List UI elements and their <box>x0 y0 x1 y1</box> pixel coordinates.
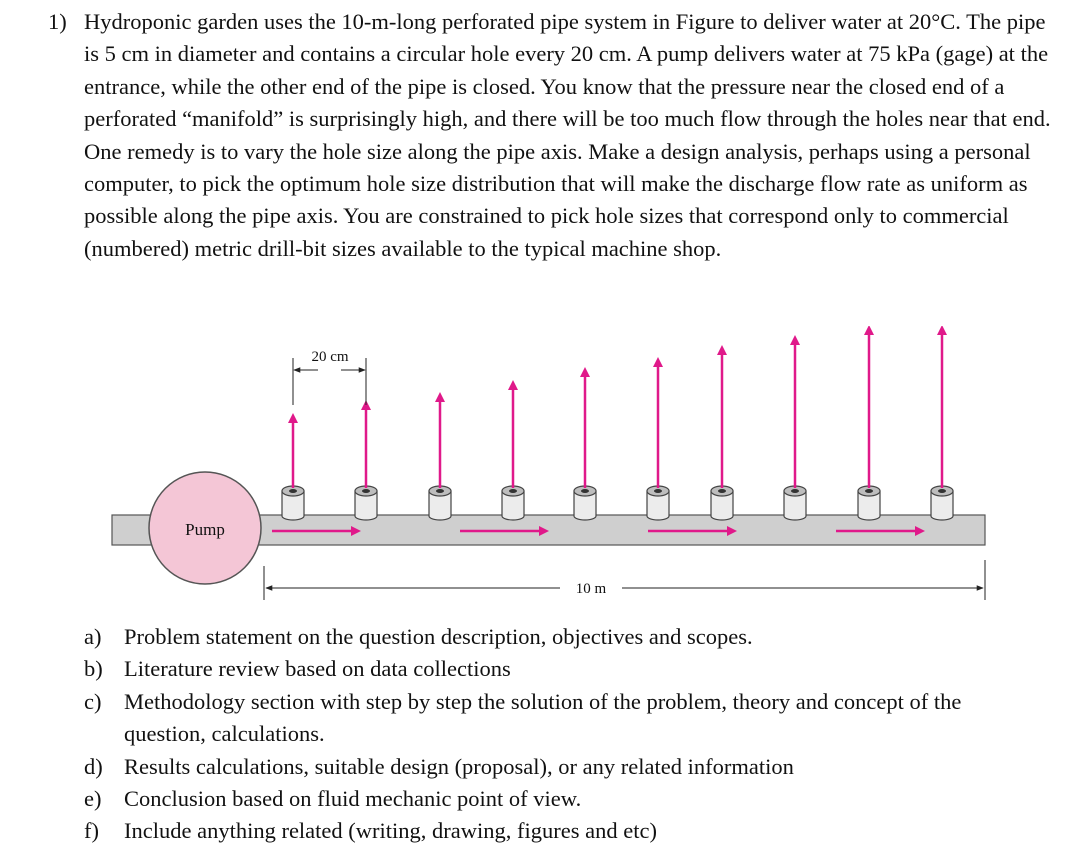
task-item <box>84 783 1044 815</box>
spacing-label: 20 cm <box>311 349 349 365</box>
task-text: Results calculations, suitable design (proposal), or any related information <box>124 753 794 779</box>
perforation-hole <box>784 340 806 520</box>
question-text: Hydroponic garden uses the 10-m-long perforated pipe system in Figure to deliver water at 20°C. The pipe is 5 cm in diameter and contains a circular hole every 20 cm. A pump delivers water at 75 kPa (gage) at the entrance, while the other end of the pipe is closed. You know that the pressure near the closed end of a perforated “manifold” is surprisingly high, and there will be too much flow through the holes near that end. One remedy is to vary the hole size along the pipe axis. Make a design analysis, perhaps using a personal computer, to pick the optimum hole size distribution that will make the discharge flow rate as uniform as possible along the pipe axis. You are constrained to pick hole sizes that correspond only to commercial (numbered) metric drill-bit sizes available to the typical machine shop. <box>84 9 1051 261</box>
spacing-dimension <box>293 349 366 405</box>
task-text: Literature review based on data collections <box>124 656 511 682</box>
perforation-hole <box>647 362 669 520</box>
task-item <box>84 653 1044 685</box>
perforation-hole <box>858 330 880 520</box>
perforation-hole <box>429 397 451 520</box>
perforation-hole <box>711 350 733 520</box>
pump-label: Pump <box>185 520 225 539</box>
task-item <box>84 751 1044 783</box>
task-label: f) <box>84 818 99 844</box>
length-label: 10 m <box>575 581 607 597</box>
task-label: d) <box>84 753 103 779</box>
question-number: 1) <box>48 9 67 34</box>
task-text: Problem statement on the question description, objectives and scopes. <box>124 624 753 649</box>
task-text: Include anything related (writing, drawing, figures and etc) <box>124 818 657 844</box>
task-item <box>84 815 1044 847</box>
perforation-hole <box>282 418 304 520</box>
task-text: Methodology section with step by step the solution of the problem, theory and concept of the question, calculations. <box>124 688 962 747</box>
question-1 <box>48 6 1058 265</box>
perforated-pipe-figure <box>0 326 1080 616</box>
task-text: Conclusion based on fluid mechanic point of view. <box>124 786 582 812</box>
task-list <box>84 621 1044 848</box>
task-item <box>84 621 1044 653</box>
task-item <box>84 686 1044 751</box>
task-label: e) <box>84 786 102 812</box>
task-label: a) <box>84 624 102 649</box>
perforation-hole <box>355 405 377 520</box>
perforation-hole <box>931 330 953 520</box>
length-dimension <box>264 560 985 600</box>
task-label: c) <box>84 688 102 714</box>
nozzle-group <box>282 330 953 520</box>
perforation-hole <box>502 385 524 520</box>
task-label: b) <box>84 656 103 682</box>
perforation-hole <box>574 372 596 520</box>
